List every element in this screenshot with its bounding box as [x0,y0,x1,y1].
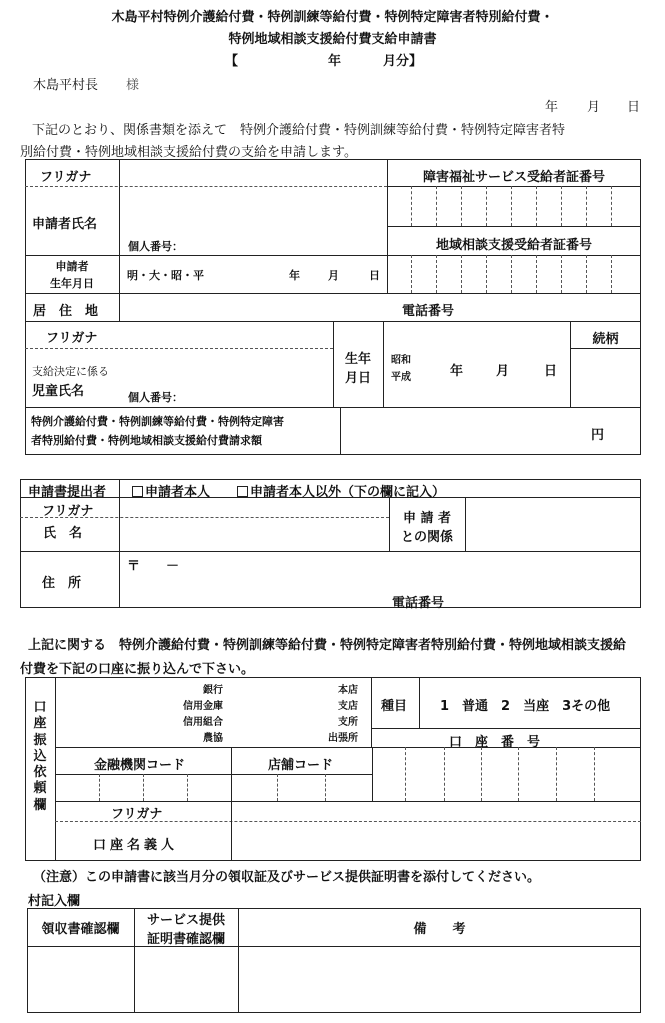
transfer-text-2: 付費を下記の口座に振り込んで下さい。 [20,662,255,677]
village-use-label: 村記入欄 [28,894,81,909]
bank-type-options: 銀行 信用金庫 信用組合 農協 [183,685,223,744]
submitter-label: 申請書提出者 [28,485,107,500]
bank-code-label: 金融機関コード [94,758,186,773]
date-month: 月 [587,100,601,115]
submitter-relation-label-2: との関係 [400,530,453,545]
addressee-honorific: 様 [126,78,140,93]
applicant-era-options: 明・大・昭・平 [127,269,204,282]
intro-text-2: 別給付費・特例地域相談支援給付費の支給を申請します。 [20,145,357,160]
applicant-table [25,159,641,455]
submitter-address-label: 住 所 [42,576,82,591]
service-cert-check-label-1: サービス提供 [146,913,225,928]
form-title-line2: 特例地域相談支援給付費支給申請書 [228,32,437,47]
applicant-dob-label-2: 生年月日 [50,277,94,290]
applicant-dob-month: 月 [328,269,339,282]
claim-amount-label-2: 者特別給付費・特例地域相談支援給付費請求額 [31,434,262,447]
month-label: 月分】 [383,54,423,69]
child-era-heisei: 平成 [391,372,411,383]
applicant-phone-label: 電話番号 [402,304,455,319]
applicant-name-label: 申請者氏名 [32,217,98,232]
welfare-cert-number-label: 障害福祉サービス受給者証番号 [422,170,605,185]
applicant-furigana-label: フリガナ [40,170,92,185]
child-dob-year: 年 [450,364,464,379]
child-name-label-1: 支給決定に係る [32,365,109,378]
child-era-showa: 昭和 [391,355,411,366]
child-individual-number-label: 個人番号： [128,391,183,404]
claim-amount-label-1: 特例介護給付費・特例訓練等給付費・特例特定障害 [31,415,284,428]
postal-code-label: 〒 － [127,559,180,574]
child-name-label-2: 児童氏名 [32,384,85,399]
addressee: 木島平村長 [33,78,99,93]
branch-code-label: 店舗コード [268,758,334,773]
month-bracket-open: 【 [225,54,239,69]
regional-cert-number-label: 地域相談支援受給者証番号 [435,238,592,253]
account-kind-options: 1 普通 2 当座 3その他 [440,699,611,714]
date-day: 日 [627,100,641,115]
yen-unit: 円 [591,428,605,443]
attachment-note: （注意）この申請書に該当月分の領収証及びサービス提供証明書を添付してください。 [33,870,541,885]
applicant-dob-year: 年 [289,269,300,282]
child-dob-label-2: 月日 [344,371,371,386]
submitter-self-option[interactable]: 申請者本人 [132,481,210,500]
submitter-name-label: 氏 名 [43,526,83,541]
service-cert-check-label-2: 証明書確認欄 [146,932,225,947]
receipt-check-label: 領収書確認欄 [41,922,120,937]
child-dob-month: 月 [496,364,510,379]
applicant-dob-day: 日 [369,269,380,282]
child-dob-day: 日 [544,364,558,379]
submitter-phone-label: 電話番号 [392,596,445,611]
relation-label: 続柄 [592,332,619,347]
submitter-furigana-label: フリガナ [42,504,94,519]
child-furigana-label: フリガナ [46,331,98,346]
date-year: 年 [545,100,559,115]
checkbox-icon [132,486,143,497]
account-holder-label: 口座名義人 [93,838,179,853]
account-number-label: 口 座 番 号 [449,735,541,750]
transfer-side-label: 口 座 振 込 依 頼 欄 [33,700,47,813]
account-kind-label: 種目 [381,699,408,714]
checkbox-icon [237,486,248,497]
transfer-text-1: 上記に関する 特例介護給付費・特例訓練等給付費・特例特定障害者特別給付費・特例地域相談支援給 [28,638,627,653]
intro-text-1: 下記のとおり、関係書類を添えて 特例介護給付費・特例訓練等給付費・特例特定障害者特 [32,123,566,138]
branch-type-options: 本店 支店 支所 出張所 [328,685,358,744]
submitter-relation-label-1: 申 請 者 [402,511,452,526]
submitter-other-option[interactable]: 申請者本人以外（下の欄に記入） [237,481,445,500]
child-dob-label-1: 生年 [344,352,371,367]
residence-label: 居 住 地 [33,304,99,319]
form-title-line1: 木島平村特例介護給付費・特例訓練等給付費・特例特定障害者特別給付費・ [111,10,554,25]
applicant-dob-label-1: 申請者 [55,260,89,273]
applicant-individual-number-label: 個人番号： [128,240,183,253]
remarks-label: 備 考 [413,922,466,937]
month-year-label: 年 [328,54,342,69]
holder-furigana-label: フリガナ [111,807,163,822]
